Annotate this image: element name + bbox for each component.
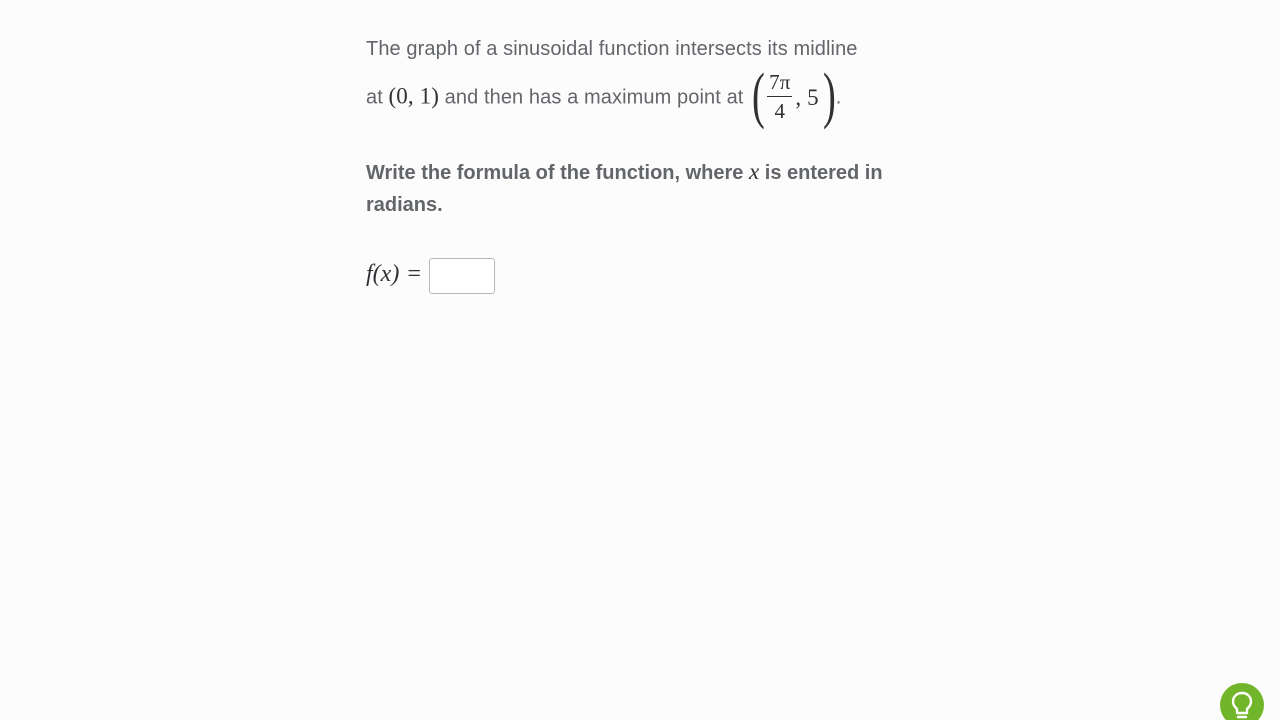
task-variable: x — [748, 159, 760, 184]
answer-input[interactable] — [429, 258, 495, 294]
statement-end: . — [835, 86, 842, 109]
task-after: is entered in radians. — [366, 162, 883, 216]
equals-sign: = — [407, 260, 421, 287]
statement-line-2 — [366, 62, 926, 130]
statement-line-1: The graph of a sinusoidal function intersects its midline — [366, 38, 858, 60]
statement-at: at — [366, 86, 389, 109]
midline-point: (0, 1) — [388, 83, 439, 109]
task-instruction — [366, 156, 926, 221]
maximum-point — [749, 62, 836, 130]
function-label: f(x) — [366, 260, 400, 287]
fraction — [767, 71, 792, 122]
problem-statement — [366, 30, 926, 128]
answer-row — [366, 256, 495, 296]
task-before: Write the formula of the function, where — [366, 162, 749, 184]
answer-lhs — [366, 261, 421, 288]
lightbulb-icon — [1229, 690, 1255, 720]
fraction-denominator: 4 — [774, 98, 786, 123]
maximum-y: , 5 — [795, 85, 819, 110]
hint-button[interactable] — [1220, 683, 1264, 720]
left-paren: ( — [752, 62, 766, 130]
right-paren: ) — [822, 62, 836, 130]
fraction-numerator: 7π — [767, 71, 792, 97]
statement-middle: and then has a maximum point at — [438, 86, 750, 109]
